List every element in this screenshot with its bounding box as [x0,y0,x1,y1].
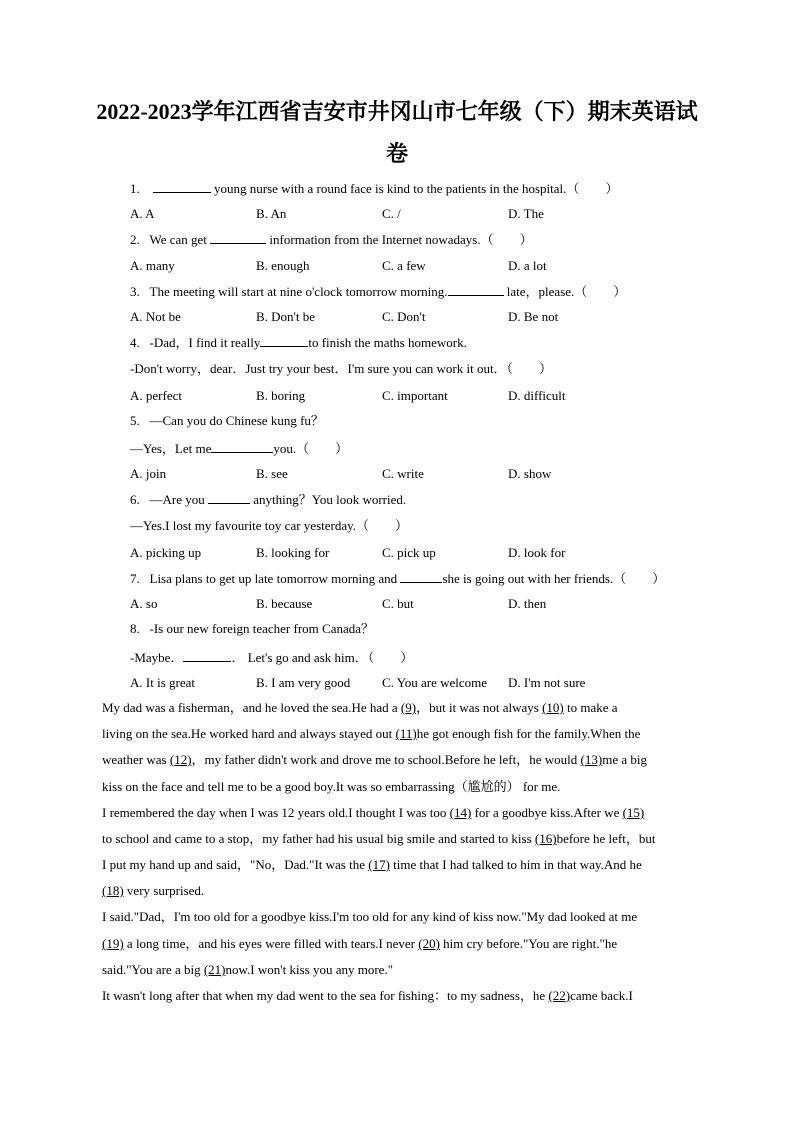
blank-number: (9) [400,700,417,715]
answer-blank [260,333,308,347]
question-5-reply [130,439,348,458]
option-d: D. The [508,206,544,221]
question-6 [130,490,406,509]
blank-number: (18) [102,883,124,898]
question-text: Lisa plans to get up late tomorrow morning and [149,571,401,586]
question-number: 7. [130,571,140,586]
option-d: D. then [508,596,547,611]
option-a: A. A [130,206,155,221]
option-d: D. I'm not sure [508,675,586,690]
question-number: 5. [130,413,140,428]
option-d: D. difficult [508,388,566,403]
passage-line [102,935,617,953]
question-8-reply [130,648,413,667]
passage-text: before he left，but [556,831,656,846]
passage-text: very surprised. [123,883,205,898]
blank-number: (13) [580,752,603,767]
passage-line [102,751,647,769]
passage-line [102,987,633,1005]
question-text: -Dad，I find it really [149,335,261,350]
option-a: A. It is great [130,675,195,690]
passage-text: I said."Dad，I'm too old for a goodbye kiss.I'm too old for any kind of kiss now."My dad looked at me [102,909,638,924]
blank-number: (10) [542,700,564,715]
option-d: D. a lot [508,258,547,273]
question-text: —Can you do Chinese kung fu？ [149,413,324,428]
blank-number: (22) [548,988,571,1003]
option-c: C. a few [382,258,426,273]
option-b: B. boring [256,388,306,403]
option-a: A. join [130,466,167,481]
option-a: A. so [130,596,158,611]
page-title-line-2: 卷 [385,141,408,166]
question-6-reply: —Yes.I lost my favourite toy car yesterday.（ ） [130,518,409,533]
passage-text: said."You are a big [102,962,204,977]
passage-text: came back.I [570,988,633,1003]
answer-blank [210,230,266,244]
option-b: B. Don't be [256,309,316,324]
question-4-reply: -Don't worry，dear．Just try your best．I'm sure you can work it out．（ ） [130,361,553,376]
passage-text: to make a [563,700,618,715]
option-a: A. Not be [130,309,181,324]
passage-line [102,908,637,926]
passage-text: me a big [602,752,647,767]
passage-text: ，but it was not always [416,700,543,715]
blank-number: (12) [169,752,192,767]
option-b: B. see [256,466,288,481]
option-a: A. perfect [130,388,182,403]
option-c: C. write [382,466,424,481]
option-c: C. / [382,206,401,221]
reply-text: you.（ ） [273,441,349,456]
passage-text: now.I won't kiss you any more." [225,962,393,977]
question-text: to finish the maths homework. [308,335,467,350]
option-b: B. enough [256,258,310,273]
passage-text: he got enough fish for the family.When the [416,726,641,741]
option-c: C. You are welcome [382,675,488,690]
option-d: D. look for [508,545,566,560]
passage-text: for a goodbye kiss.After we [471,805,623,820]
passage-line [102,961,393,979]
question-text: late，please.（ ） [503,284,627,299]
blank-number: (21) [203,962,226,977]
question-number: 2. [130,232,140,247]
passage-text: time that I had talked to him in that way.And he [389,857,642,872]
passage-text: ，my father didn't work and drove me to school.Before he left，he would [191,752,581,767]
question-8 [130,620,374,638]
question-7 [130,569,665,588]
question-text: The meeting will start at nine o'clock tomorrow morning. [149,284,448,299]
option-a: A. many [130,258,175,273]
answer-blank [211,439,273,453]
question-5 [130,412,324,430]
option-d: D. show [508,466,552,481]
option-b: B. looking for [256,545,330,560]
blank-number: (16) [534,831,557,846]
passage-text: I put my hand up and said，"No，Dad."It was the [102,857,369,872]
passage-text: living on the sea.He worked hard and always stayed out [102,726,396,741]
option-b: B. An [256,206,287,221]
reply-text: -Maybe． [130,650,184,665]
passage-text: I remembered the day when I was 12 years old.I thought I was too [102,805,450,820]
passage-line [102,856,642,874]
question-text: -Is our new foreign teacher from Canada？ [149,621,375,636]
question-number: 8. [130,621,140,636]
question-text: information from the Internet nowadays.（ ） [266,232,533,247]
blank-number: (14) [449,805,472,820]
passage-text: weather was [102,752,170,767]
reply-text: —Yes，Let me [130,441,212,456]
passage-line [102,882,204,900]
question-text: young nurse with a round face is kind to the patients in the hospital.（ ） [210,181,619,196]
question-text: anything？You look worried. [250,492,407,507]
question-text: she is going out with her friends.（ ） [442,571,666,586]
passage-text: It wasn't long after that when my dad went to the sea for fishing：to my sadness，he [102,988,549,1003]
option-b: B. I am very good [256,675,351,690]
option-c: C. Don't [382,309,426,324]
question-number: 1. [130,181,140,196]
option-d: D. Be not [508,309,559,324]
answer-blank [400,569,442,583]
passage-text: My dad was a fisherman，and he loved the sea.He had a [102,700,401,715]
passage-line [102,699,618,717]
question-2 [130,230,533,249]
passage-text: him cry before."You are right."he [439,936,618,951]
option-a: A. picking up [130,545,202,560]
answer-blank [448,282,504,296]
blank-number: (17) [368,857,390,872]
answer-blank [183,648,231,662]
reply-text: ． Let's go and ask him．（ ） [231,650,414,665]
blank-number: (15) [622,805,645,820]
passage-line [102,830,655,848]
passage-text: a long time，and his eyes were filled with tears.I never [123,936,419,951]
answer-blank [153,179,211,193]
question-number: 4. [130,335,140,350]
passage-line [102,804,644,822]
passage-line [102,725,640,743]
blank-number: (11) [395,726,417,741]
option-b: B. because [256,596,313,611]
question-number: 3. [130,284,140,299]
question-3 [130,282,626,301]
passage-text: kiss on the face and tell me to be a good boy.It was so embarrassing（尴尬的） for me. [102,779,561,794]
blank-number: (20) [418,936,440,951]
passage-line [102,778,560,796]
page-title-line-1: 2022-2023学年江西省吉安市井冈山市七年级（下）期末英语试 [96,99,698,124]
answer-blank [208,490,250,504]
question-number: 6. [130,492,140,507]
question-4 [130,333,467,352]
question-1 [130,179,618,198]
blank-number: (19) [102,936,124,951]
option-c: C. important [382,388,448,403]
question-text: —Are you [149,492,208,507]
question-text: We can get [149,232,211,247]
passage-text: to school and came to a stop，my father had his usual big smile and started to kiss [102,831,535,846]
option-c: C. but [382,596,414,611]
option-c: C. pick up [382,545,436,560]
